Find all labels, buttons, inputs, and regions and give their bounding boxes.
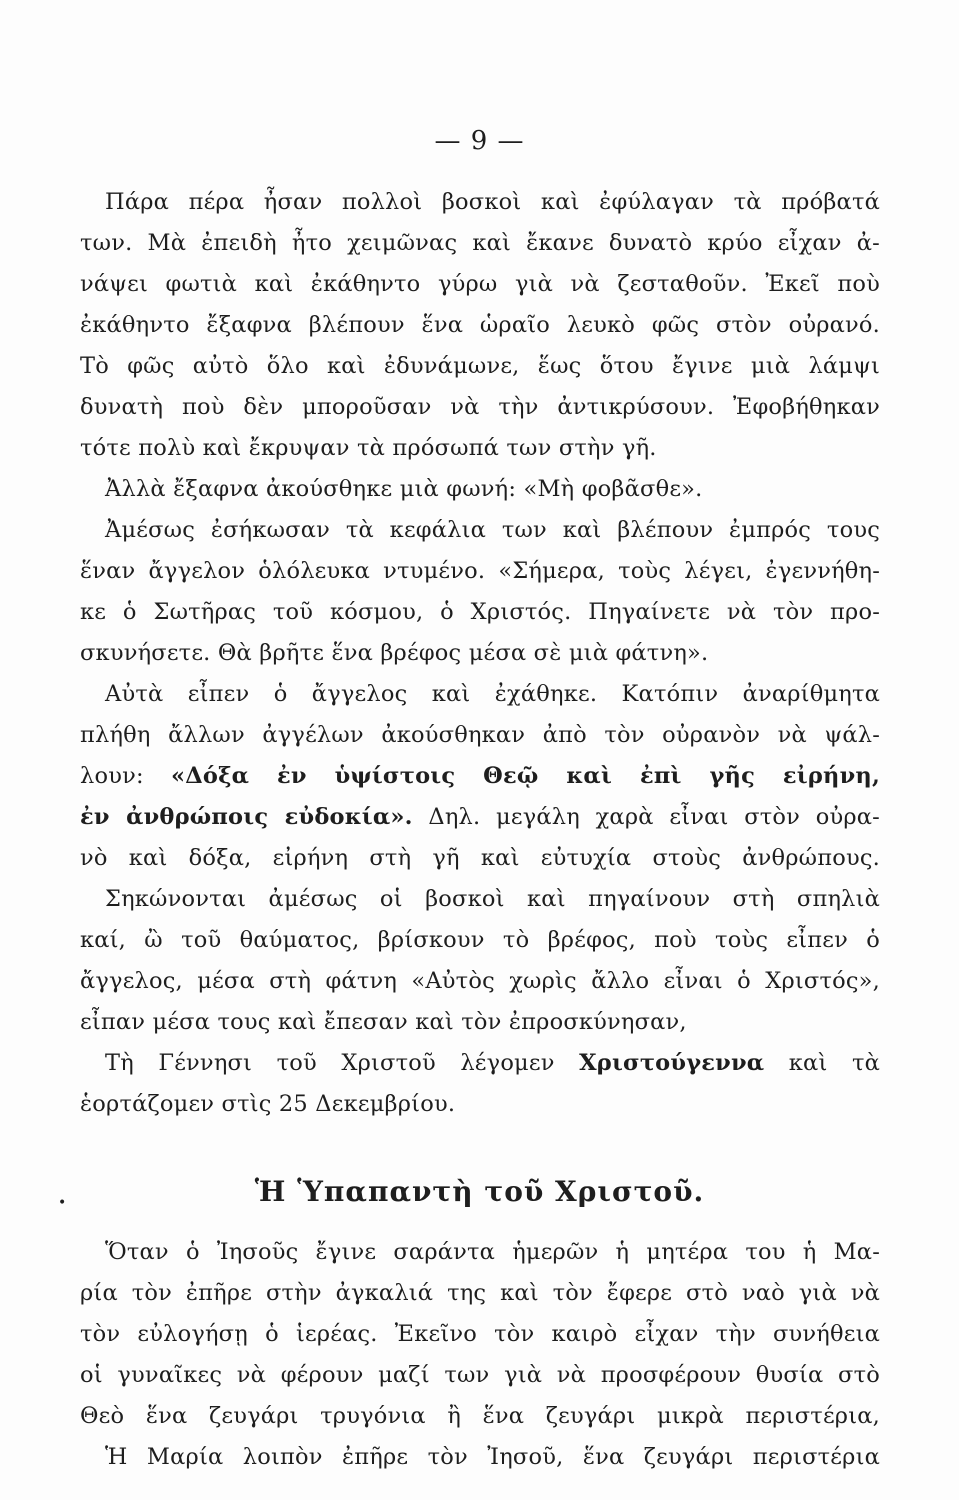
text-line: πλήθη ἄλλων ἀγγέλων ἀκούσθηκαν ἀπὸ τὸν οὐρανὸν νὰ ψάλ- (80, 722, 880, 748)
text-line: τότε πολὺ καὶ ἔκρυψαν τὰ πρόσωπά των στὴν γῆ. (80, 435, 657, 461)
text-line: Ἡ Μαρία λοιπὸν ἐπῆρε τὸν Ἰησοῦ, ἕνα ζευγάρι περιστέρια (105, 1444, 880, 1470)
text-line: των. Μὰ ἐπειδὴ ἦτο χειμῶνας καὶ ἔκανε δυνατὸ κρύο εἶχαν ἀ- (80, 230, 880, 256)
text-segment: Τὴ Γέννησι τοῦ Χριστοῦ λέγομεν (105, 1050, 555, 1076)
hymn-line (80, 802, 880, 832)
text-line: ρία τὸν ἐπῆρε στὴν ἀγκαλιά της καὶ τὸν ἔφερε στὸ ναὸ γιὰ νὰ (80, 1280, 880, 1306)
text-segment: καὶ τὰ (788, 1050, 881, 1076)
text-line: Ὅταν ὁ Ἰησοῦς ἔγινε σαράντα ἡμερῶν ἡ μητέρα του ἡ Μα- (105, 1239, 880, 1265)
text-segment: Δηλ. μεγάλη χαρὰ εἶναι στὸν οὐρα- (428, 804, 880, 830)
hymn-text: «Δόξα ἐν ὑψίστοις Θεῷ καὶ ἐπὶ γῆς εἰρήνη, (170, 763, 880, 789)
text-segment: λουν: (80, 763, 144, 789)
text-line: Αὐτὰ εἶπεν ὁ ἄγγελος καὶ ἐχάθηκε. Κατόπιν ἀναρίθμητα (105, 681, 880, 707)
text-line: Ἀλλὰ ἔξαφνα ἀκούσθηκε μιὰ φωνή: «Μὴ φοβᾶσθε». (105, 476, 703, 502)
text-line: ἄγγελος, μέσα στὴ φάτνη «Αὐτὸς χωρὶς ἄλλο εἶναι ὁ Χριστός», (80, 968, 880, 994)
text-line: κε ὁ Σωτῆρας τοῦ κόσμου, ὁ Χριστός. Πηγαίνετε νὰ τὸν προ- (80, 599, 880, 625)
christmas-word: Χριστούγεννα (579, 1050, 765, 1076)
text-line: Ἀμέσως ἐσήκωσαν τὰ κεφάλια των καὶ βλέπουν ἐμπρός τους (105, 517, 880, 543)
text-line: ἕναν ἄγγελον ὁλόλευκα ντυμένο. «Σήμερα, τοὺς λέγει, ἐγεννήθη- (80, 558, 880, 584)
text-line: καί, ὢ τοῦ θαύματος, βρίσκουν τὸ βρέφος, ποὺ τοὺς εἶπεν ὁ (80, 927, 880, 953)
text-line: ἐκάθηντο ἔξαφνα βλέπουν ἕνα ὡραῖο λευκὸ φῶς στὸν οὐρανό. (80, 312, 880, 338)
hymn-text: ἐν ἀνθρώποις εὐδοκία». (80, 804, 413, 830)
text-line: Πάρα πέρα ἦσαν πολλοὶ βοσκοὶ καὶ ἐφύλαγαν τὰ πρόβατά (105, 189, 880, 215)
text-line: οἱ γυναῖκες νὰ φέρουν μαζί των γιὰ νὰ προσφέρουν θυσία στὸ (80, 1362, 880, 1388)
text-line: Τὸ φῶς αὐτὸ ὅλο καὶ ἐδυνάμωνε, ἕως ὅτου ἔγινε μιὰ λάμψι (80, 353, 880, 379)
text-line: δυνατὴ ποὺ δὲν μποροῦσαν νὰ τὴν ἀντικρύσουν. Ἐφοβήθηκαν (80, 394, 880, 420)
text-line: Σηκώνονται ἀμέσως οἱ βοσκοὶ καὶ πηγαίνουν στὴ σπηλιὰ (105, 886, 880, 912)
text-line: νὸ καὶ δόξα, εἰρήνη στὴ γῆ καὶ εὐτυχία στοὺς ἀνθρώπους. (80, 845, 880, 871)
bullet-dot-icon: • (58, 1195, 67, 1211)
page-number: — 9 — (434, 126, 525, 156)
section-heading: Ἡ Ὑπαπαντὴ τοῦ Χριστοῦ. (254, 1175, 705, 1208)
text-line: εἶπαν μέσα τους καὶ ἔπεσαν καὶ τὸν ἐπροσκύνησαν, (80, 1009, 687, 1035)
text-line: τὸν εὐλογήσῃ ὁ ἱερέας. Ἐκεῖνο τὸν καιρὸ εἶχαν τὴν συνήθεια (80, 1321, 880, 1347)
text-line: σκυνήσετε. Θὰ βρῆτε ἕνα βρέφος μέσα σὲ μιὰ φάτνη». (80, 640, 709, 666)
text-line: νάψει φωτιὰ καὶ ἐκάθηντο γύρω γιὰ νὰ ζεσταθοῦν. Ἐκεῖ ποὺ (80, 271, 880, 297)
hymn-line (80, 761, 880, 791)
christmas-line (105, 1048, 880, 1078)
text-line: Θεὸ ἕνα ζευγάρι τρυγόνια ἢ ἕνα ζευγάρι μικρὰ περιστέρια, (80, 1403, 880, 1429)
text-line: ἑορτάζομεν στὶς 25 Δεκεμβρίου. (80, 1091, 456, 1117)
